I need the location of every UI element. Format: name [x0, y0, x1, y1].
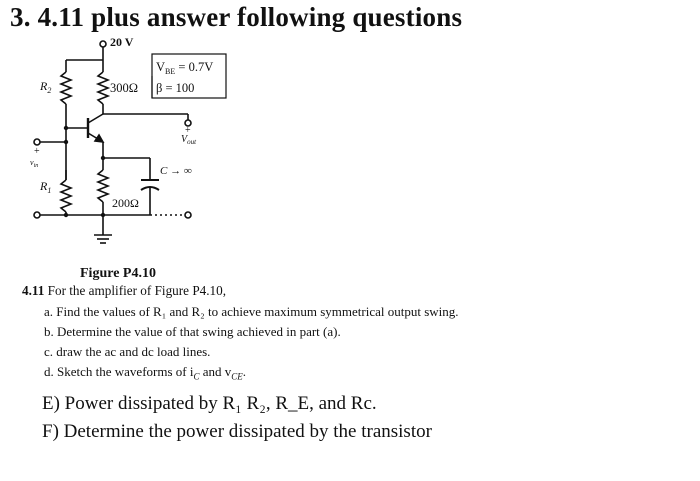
figure-caption: Figure P4.10: [80, 266, 156, 281]
vin-plus: +: [34, 146, 40, 157]
problem-statement: [22, 283, 226, 299]
vout-plus: +: [185, 125, 191, 136]
r1-label: $R_1$: [40, 179, 52, 195]
ground-terminal-left: [34, 212, 40, 218]
transistor-collector: [88, 114, 103, 123]
question-f: F) Determine the power dissipated by the transistor: [42, 421, 432, 442]
vin-terminal: [34, 139, 40, 145]
re-resistor: [98, 170, 108, 202]
question-c: c. draw the ac and dc load lines.: [44, 344, 211, 359]
problem-number: 4.11: [22, 283, 45, 298]
rc-resistor: [98, 72, 108, 104]
page-heading: 3. 4.11 plus answer following questions: [10, 2, 463, 32]
rc-label: 300Ω: [110, 81, 139, 95]
question-b: b. Determine the value of that swing achieved in part (a).: [44, 324, 341, 339]
supply-terminal: [100, 41, 106, 47]
r2-label: $R_2$: [40, 79, 52, 95]
problem-text: For the amplifier of Figure P4.10,: [44, 283, 227, 298]
question-d: d. Sketch the waveforms of $i_C$ and $v_{CE}$.: [44, 364, 247, 382]
vout-label: $V_{out}$: [181, 134, 197, 146]
vin-label: $v_{in}$: [30, 158, 39, 169]
re-label: 200Ω: [112, 196, 139, 210]
emitter-arrow: [95, 135, 103, 142]
r1-resistor: [61, 180, 71, 212]
vbe-param: $V_{BE} = 0.7V$: [156, 60, 214, 76]
amplifier-circuit-diagram: [0, 30, 240, 260]
question-e: E) Power dissipated by R₁ R₂, R_E, and Rc.: [42, 393, 377, 414]
beta-param: β = 100: [156, 81, 195, 95]
r2-resistor: [61, 72, 71, 104]
ground-terminal-right: [185, 212, 191, 218]
supply-label: 20 V: [110, 35, 134, 49]
capacitor-label: C → ∞: [160, 165, 192, 177]
question-a: a. Find the values of R₁ and R₂ to achieve maximum symmetrical output swing.: [44, 304, 459, 319]
